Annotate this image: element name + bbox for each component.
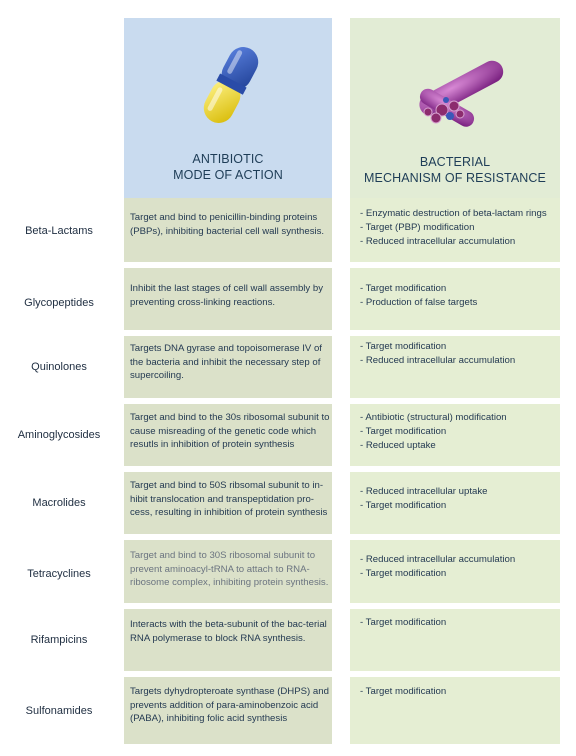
resistance-header-line-2: MECHANISM OF RESISTANCE <box>364 171 546 185</box>
mode-of-action-text: Target and bind to the 30s ribosomal subunit to cause misreading of the genetic code which resutls in inhibition of protein synthesis <box>130 412 330 451</box>
table-row-drug-name <box>0 336 118 398</box>
drug-name: Aminoglycosides <box>17 429 101 441</box>
resistance-item: - Reduced intracellular accumulation <box>360 236 516 248</box>
resistance-item: - Target modification <box>360 426 447 438</box>
resistance-item: - Reduced intracellular uptake <box>360 486 488 497</box>
resistance-item: - Reduced uptake <box>360 440 436 452</box>
table-row-drug-name <box>0 404 118 466</box>
drug-name: Tetracyclines <box>27 567 91 580</box>
resistance-list <box>360 616 560 630</box>
table-row-drug-name <box>0 200 118 262</box>
resistance-item: - Reduced intracellular accumulation <box>360 355 516 367</box>
drug-name: Macrolides <box>32 497 86 509</box>
bacteria-icon <box>398 48 523 133</box>
resistance-item: - Production of false targets <box>360 297 478 309</box>
resistance-list <box>360 553 560 581</box>
drug-name: Rifampicins <box>30 634 88 646</box>
resistance-list <box>360 485 560 513</box>
resistance-header <box>350 154 560 186</box>
resistance-list <box>360 282 560 310</box>
resistance-item: - Enzymatic destruction of beta-lactam rings <box>360 208 547 219</box>
mode-of-action-text: Targets dyhydropteroate synthase (DHPS) and prevents addition of para-aminobenzoic acid (PABA), inhibiting folic acid synthesis <box>130 686 329 725</box>
drug-name: Beta-Lactams <box>25 225 93 237</box>
resistance-item: - Antibiotic (structural) modification <box>360 412 507 423</box>
resistance-item: - Target modification <box>360 283 447 294</box>
resistance-item: - Target modification <box>360 500 447 512</box>
mode-of-action-text: Interacts with the beta-subunit of the bac-terial RNA polymerase to block RNA synthesis. <box>130 619 327 644</box>
resistance-item: - Target modification <box>360 341 447 352</box>
resistance-item: - Target (PBP) modification <box>360 222 475 234</box>
resistance-list <box>360 685 560 699</box>
resistance-item: - Reduced intracellular accumulation <box>360 554 516 565</box>
mode-of-action-text: Target and bind to 30S ribosomal subunit to prevent aminoacyl-tRNA to attach to RNA-ribosome complex, inhibiting protein synthesis. <box>130 550 329 589</box>
mode-of-action-text: Inhibit the last stages of cell wall assembly by preventing cross-linking reactions. <box>130 283 324 308</box>
resistance-list <box>360 340 560 368</box>
resistance-item: - Target modification <box>360 568 447 580</box>
mode-of-action-text: Target and bind to 50S ribsomal subunit to in-hibit translocation and transpeptidation pro-cess, resulting in inhibition of protein synthesis <box>130 480 328 519</box>
mode-of-action-text: Target and bind to penicillin-binding proteins (PBPs), inhibiting bacterial cell wall synthesis. <box>130 212 325 237</box>
table-row-drug-name <box>0 540 118 603</box>
mode-of-action-text: Targets DNA gyrase and topoisomerase IV of the bacteria and inhibit the necessary step of supercoiling. <box>130 343 322 382</box>
mode-of-action-header <box>124 151 332 183</box>
mode-header-line-2: MODE OF ACTION <box>173 168 283 182</box>
resistance-item: - Target modification <box>360 617 447 628</box>
drug-name: Quinolones <box>31 361 87 373</box>
table-row-drug-name <box>0 677 118 744</box>
mode-header-line-1: ANTIBIOTIC <box>192 152 264 166</box>
resistance-list <box>360 207 560 250</box>
resistance-item: - Target modification <box>360 686 447 697</box>
resistance-list <box>360 411 560 454</box>
table-row-drug-name <box>0 268 118 330</box>
drug-name: Glycopeptides <box>24 297 94 309</box>
capsule-icon <box>196 40 266 130</box>
drug-name: Sulfonamides <box>25 704 93 717</box>
resistance-header-line-1: BACTERIAL <box>419 155 491 169</box>
table-row-drug-name <box>0 472 118 534</box>
table-row-drug-name <box>0 609 118 671</box>
